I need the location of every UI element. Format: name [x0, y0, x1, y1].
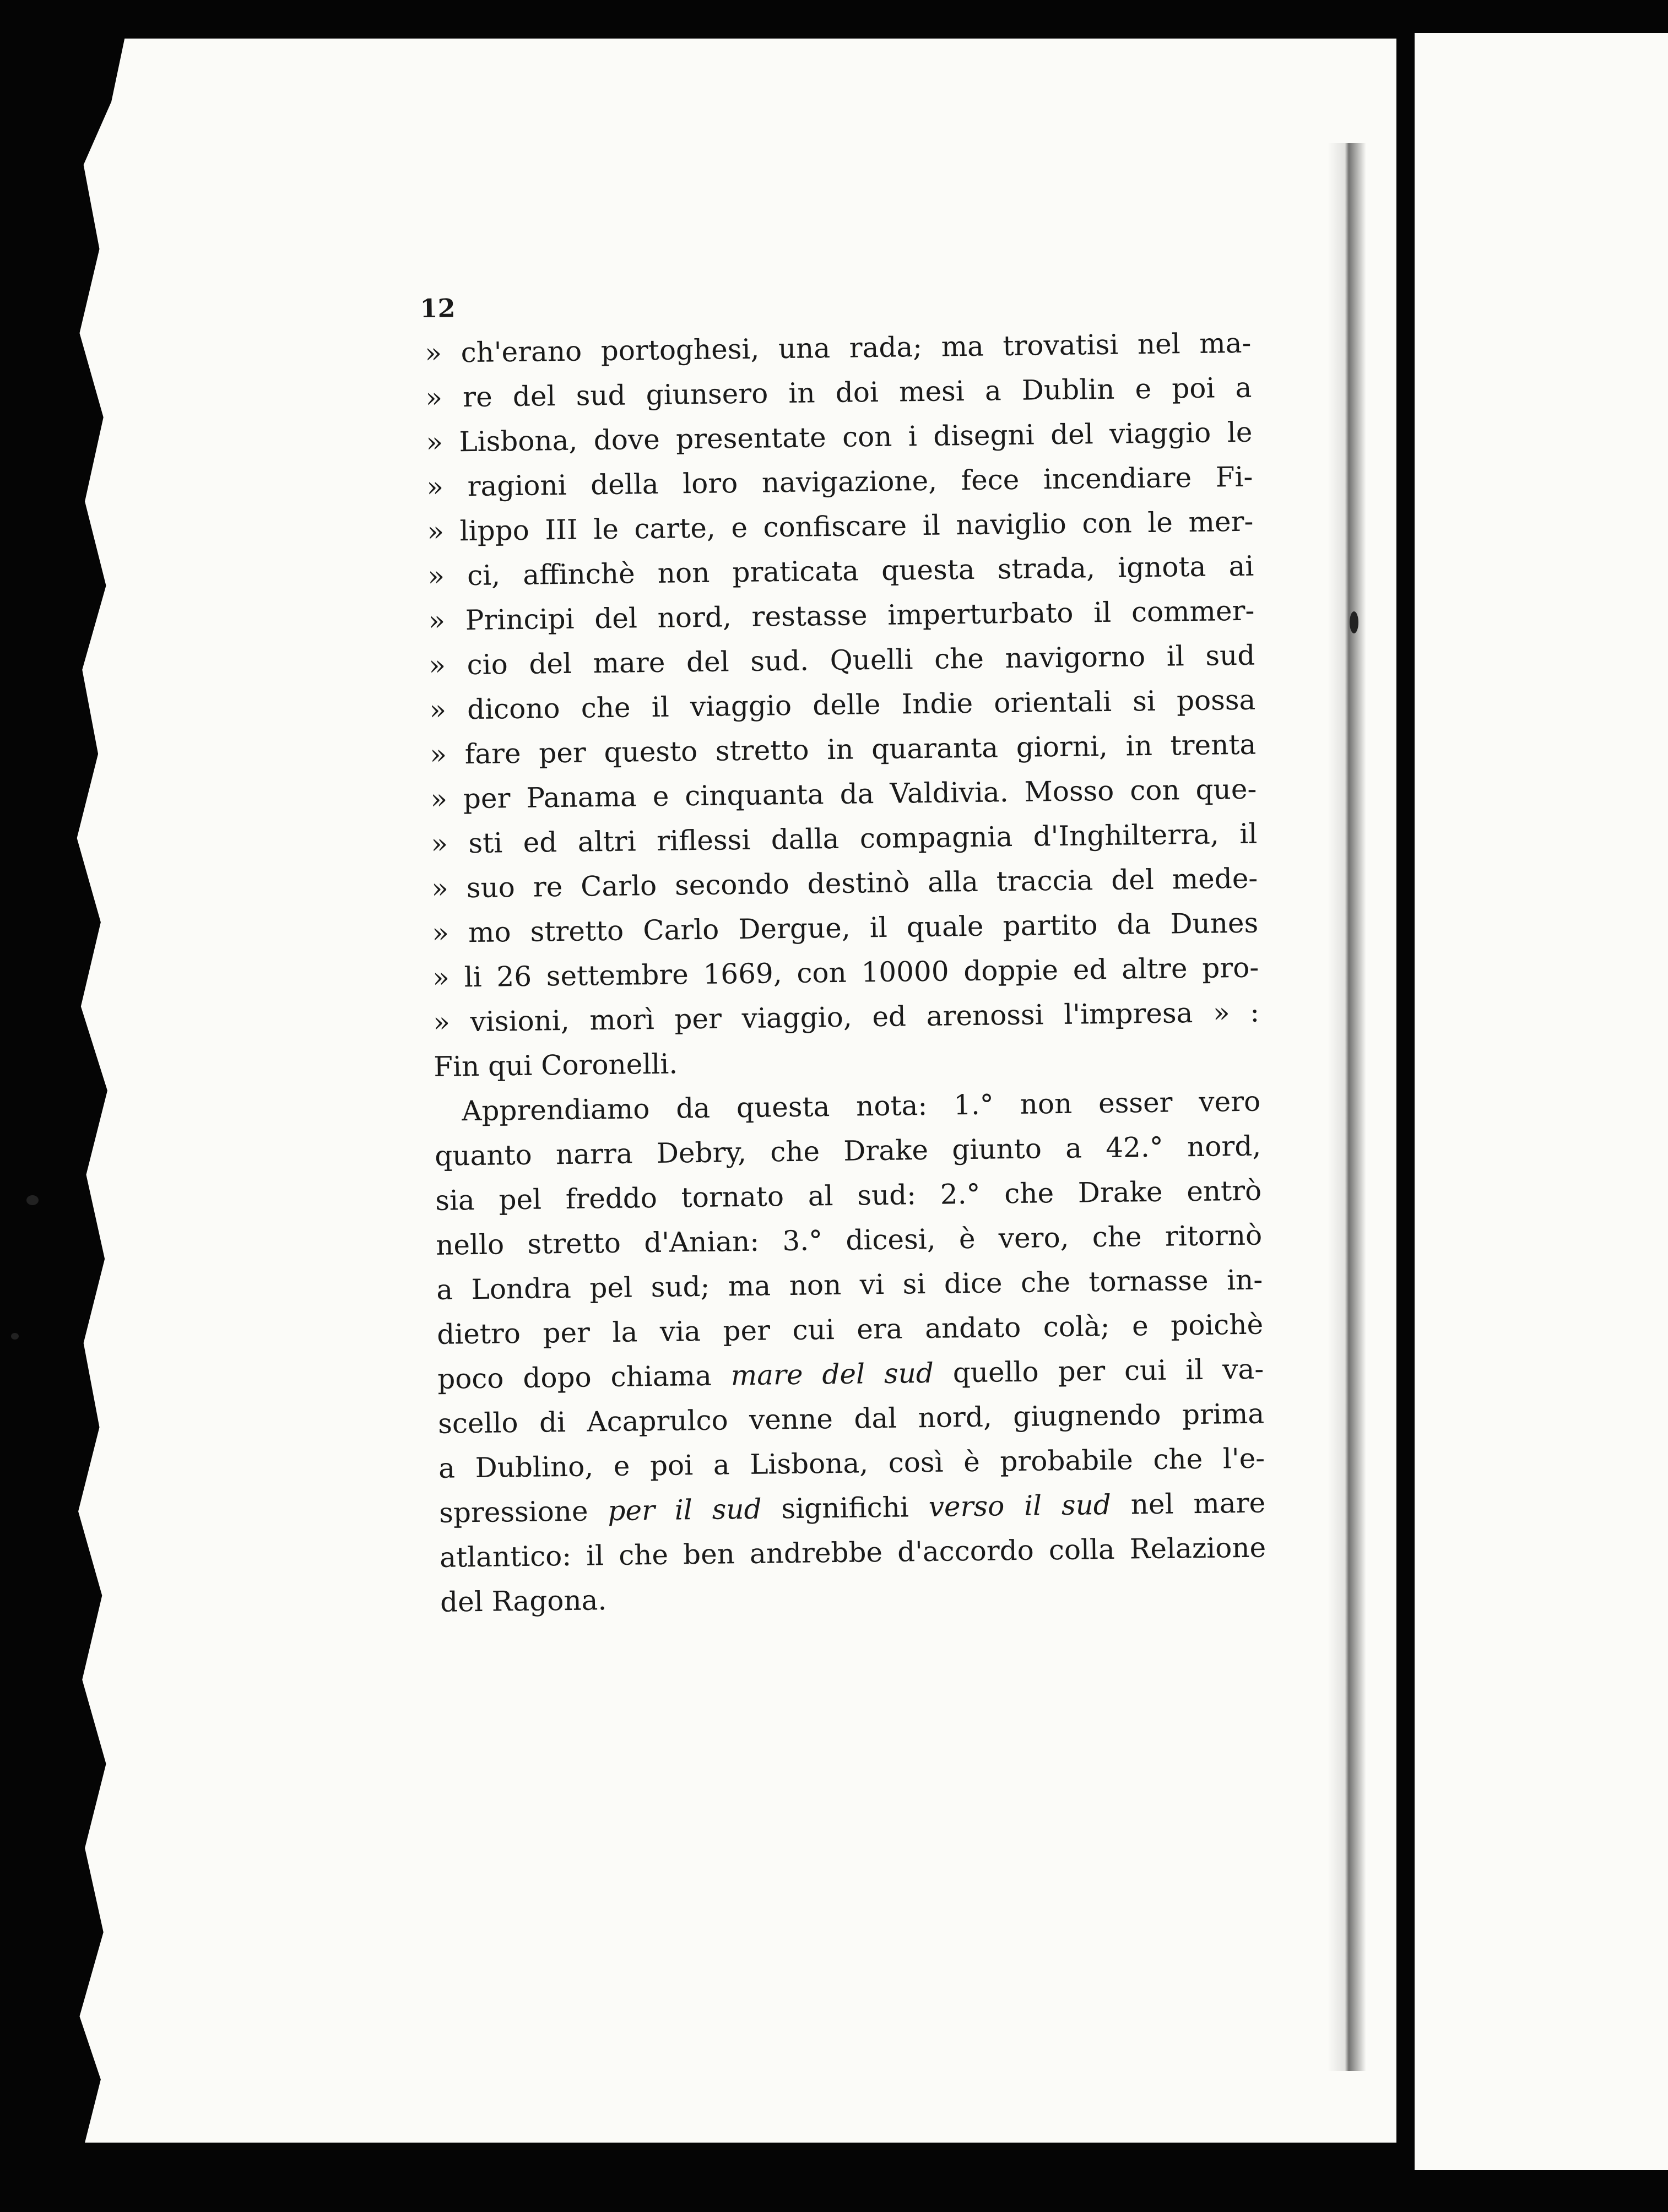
paragraph-line: nello stretto d'Anian: 3.° dicesi, è vero, che ritornò — [435, 1219, 1263, 1261]
page-gutter-shadow — [1328, 143, 1366, 2071]
scan-speck — [1350, 611, 1358, 633]
text-line: Fin qui Coronelli. — [433, 1048, 678, 1083]
scan-speck — [11, 1333, 19, 1340]
text-line: » suo re Carlo secondo destinò alla traccia del mede- — [431, 862, 1258, 904]
italic-text-run: verso il sud — [928, 1488, 1112, 1523]
page-text — [420, 276, 1267, 1625]
text-line: » per Panama e cinquanta da Valdivia. Mosso con que- — [430, 773, 1257, 815]
adjacent-page-edge — [1415, 33, 1668, 2170]
paragraph-line: a Londra pel sud; ma non vi si dice che tornasse in- — [436, 1264, 1263, 1306]
paragraph-line: scello di Acaprulco venne dal nord, giugnendo prima — [437, 1397, 1265, 1440]
paragraph-line: a Dublino, e poi a Lisbona, così è probabile che l'e- — [438, 1442, 1265, 1484]
paragraph-line: sia pel freddo tornato al sud: 2.° che Drake entrò — [435, 1174, 1262, 1217]
text-line: » dicono che il viaggio delle Indie orientali si possa — [429, 684, 1256, 726]
text-run: poco dopo chiama — [437, 1359, 732, 1395]
paragraph-line: del Ragona. — [440, 1584, 607, 1618]
text-line: » Principi del nord, restasse imperturbato il commer- — [428, 594, 1255, 637]
text-line: » re del sud giunsero in doi mesi a Dublin e poi a — [425, 371, 1252, 414]
text-line: » ci, affinchè non praticata questa strada, ignota ai — [427, 550, 1254, 592]
text-run: spressione — [438, 1495, 608, 1529]
scan-speck — [26, 1195, 39, 1205]
italic-text-run: mare del sud — [730, 1357, 934, 1392]
text-run: nel mare — [1111, 1487, 1266, 1521]
text-run: significhi — [761, 1490, 929, 1525]
italic-text-run: per il sud — [608, 1493, 762, 1527]
text-line: » cio del mare del sud. Quelli che navigorno il sud — [429, 639, 1255, 681]
text-line: » visioni, morì per viaggio, ed arenossi l'impresa » : — [432, 996, 1260, 1038]
text-line: » fare per questo stretto in quaranta giorni, in trenta — [430, 728, 1257, 771]
text-line: » lippo III le carte, e confiscare il naviglio con le mer- — [427, 505, 1254, 547]
paragraph-line: Apprendiamo da questa nota: 1.° non esser vero — [461, 1085, 1261, 1127]
text-line: » sti ed altri riflessi dalla compagnia d'Inghilterra, il — [431, 817, 1258, 860]
page-number: 12 — [420, 293, 456, 324]
text-line: » ragioni della loro navigazione, fece incendiare Fi- — [426, 460, 1253, 503]
text-run: quello per cui il va- — [933, 1353, 1264, 1389]
text-line: » li 26 settembre 1669, con 10000 doppie ed altre pro- — [432, 951, 1259, 994]
text-line: » Lisbona, dove presentate con i disegni del viaggio le — [426, 416, 1253, 458]
paragraph-line: atlantico: il che ben andrebbe d'accordo colla Relazione — [439, 1531, 1266, 1574]
paragraph-line: quanto narra Debry, che Drake giunto a 42.° nord, — [434, 1130, 1261, 1172]
paragraph-line: dietro per la via per cui era andato colà; e poichè — [436, 1308, 1264, 1351]
text-line: » ch'erano portoghesi, una rada; ma trovatisi nel ma- — [425, 327, 1252, 369]
text-line: » mo stretto Carlo Dergue, il quale partito da Dunes — [431, 907, 1259, 949]
